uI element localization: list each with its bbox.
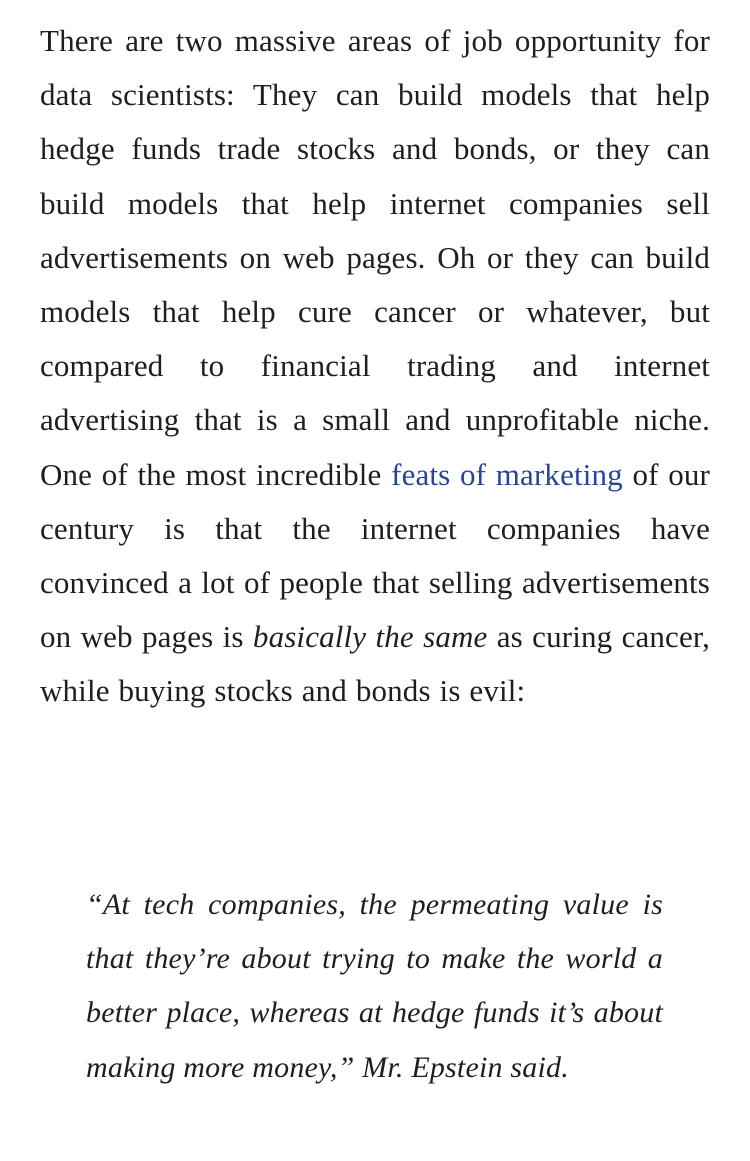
feats-of-marketing-link[interactable]: feats of marketing	[391, 456, 623, 492]
paragraph-text-part-2: of our century is that the internet companies have convinced a lot of people that selling advertisements on web pages is	[40, 456, 710, 655]
paragraph-text-part-3: as curing cancer, while buying stocks and bonds is evil:	[40, 619, 710, 709]
emphasized-text: basically the same	[252, 619, 488, 655]
quote-text: “At tech companies, the permeating value is that they’re about trying to make the world a better place, whereas at hedge funds it’s about making more money,” Mr. Epstein said.	[86, 888, 663, 1084]
body-paragraph	[40, 14, 710, 719]
article-body	[40, 14, 710, 719]
paragraph-text-part-1: There are two massive areas of job opportunity for data scientists: They can build models that help hedge funds trade stocks and bonds, or they can build models that help internet companies sell advertisements on web pages. Oh or they can build models that help cure cancer or whatever, but compared to financial trading and internet advertising that is a small and unprofitable niche. One of the most incredible	[40, 23, 710, 492]
epstein-quote	[86, 878, 663, 1095]
